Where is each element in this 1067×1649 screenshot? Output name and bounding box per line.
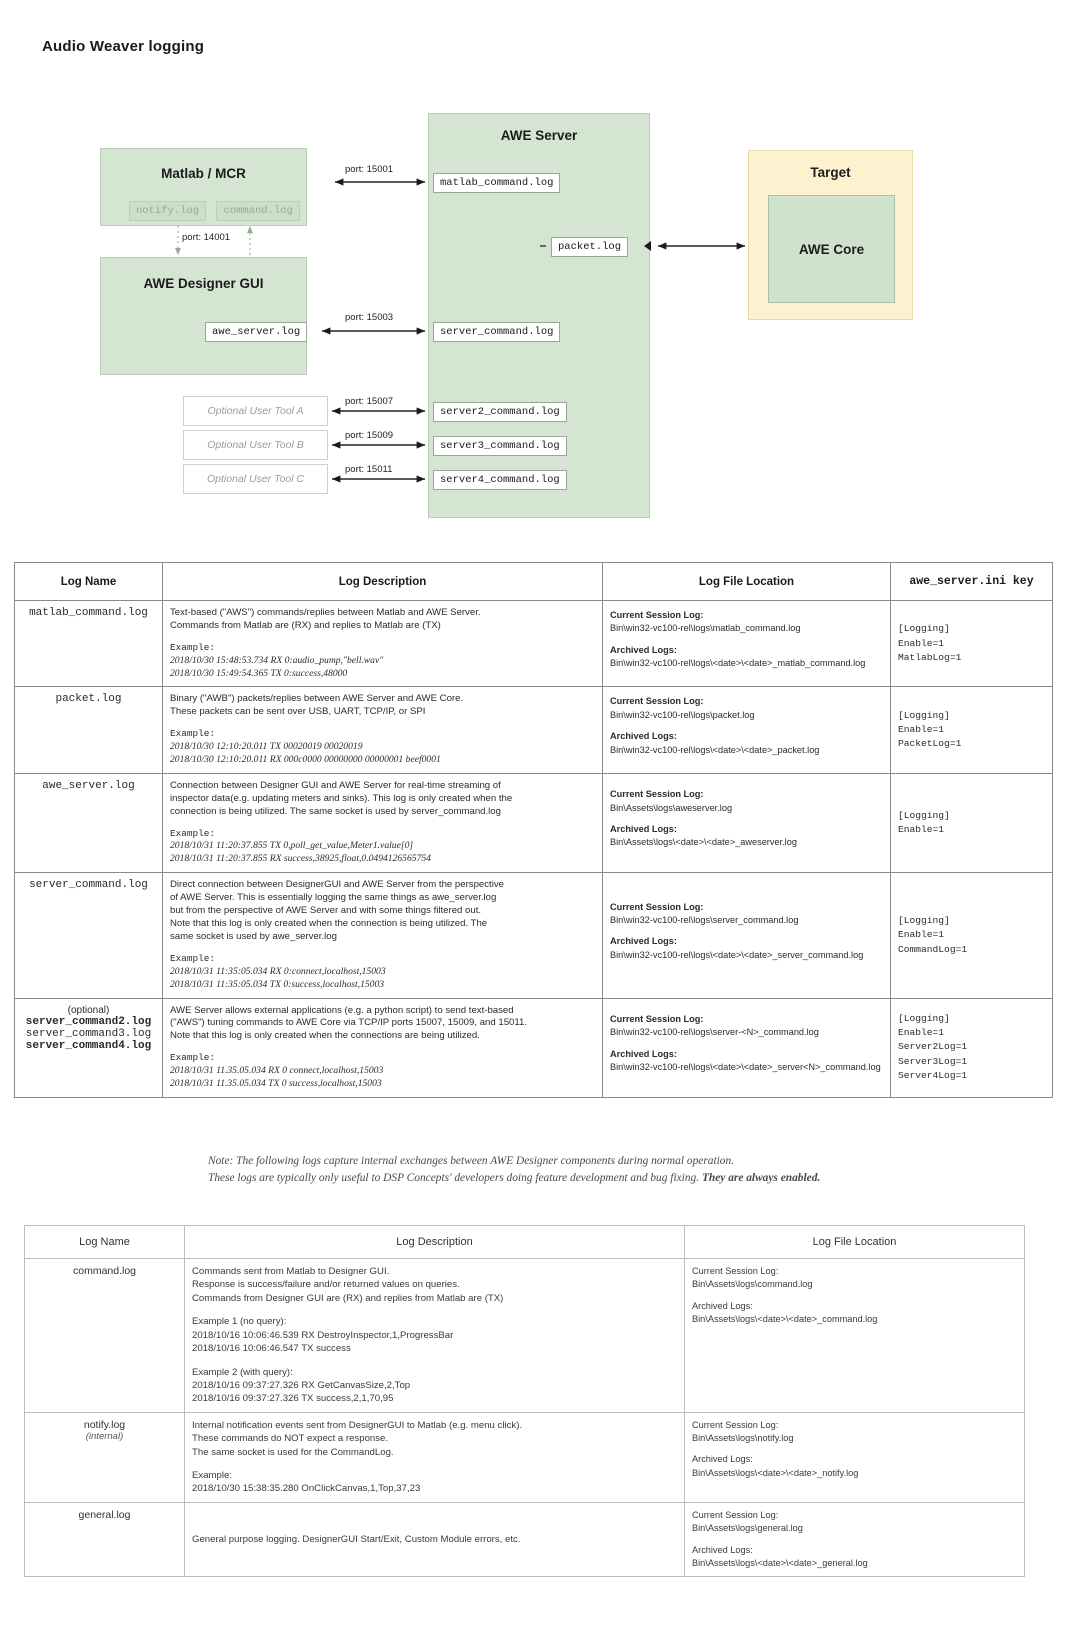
desc-line: Internal notification events sent from DesignerGUI to Matlab (e.g. menu click). [192, 1419, 523, 1431]
example-line: 2018/10/30 15:48:53.734 RX 0:audio_pump,"bell.wav" [170, 654, 384, 666]
awe-server-chip-server4-command: server4_command.log [433, 469, 567, 490]
optional-user-tool-a-label: Optional User Tool A [207, 405, 304, 417]
example-label: Example: [170, 952, 216, 964]
loc-path: Bin\Assets\logs\<date>\<date>_general.log [692, 1557, 868, 1568]
loc-title: Current Session Log: [692, 1419, 779, 1430]
desc-line: inspector data(e.g. updating meters and sinks). This log is only created when the [170, 792, 513, 804]
desc-line: of AWE Server. This is essentially logging the same things as awe_server.log [170, 892, 497, 904]
example-line: 2018/10/16 09:37:27.326 TX success,2,1,70,95 [192, 1393, 394, 1405]
loc-title: Archived Logs: [610, 1048, 677, 1059]
ini-line: MatlabLog=1 [898, 651, 962, 663]
ini-line: [Logging] [898, 914, 950, 926]
loc-path: Bin\win32-vc100-rel\logs\<date>\<date>_packet.log [610, 744, 820, 755]
example-line: 2018/10/31 11.35.05.034 TX 0 success,localhost,15003 [170, 1077, 382, 1089]
target-label: Target [810, 165, 851, 180]
port-label-matlab-server: port: 15001 [345, 164, 394, 175]
loc-title: Archived Logs: [610, 824, 677, 835]
port-label-tool-b: port: 15009 [345, 430, 394, 441]
loc-path: Bin\Assets\logs\command.log [692, 1279, 813, 1290]
note-bold: They are always enabled. [701, 1172, 821, 1185]
loc-path: Bin\Assets\logs\<date>\<date>_notify.log [692, 1467, 859, 1478]
port-label-designer-server: port: 15003 [345, 312, 394, 323]
loc-path: Bin\win32-vc100-rel\logs\server-<N>_command.log [610, 1027, 819, 1038]
ini-line: Enable=1 [898, 637, 945, 649]
desc-line: connection is being utilized. The same socket is used by server_command.log [170, 805, 501, 817]
diagram-connectors [0, 100, 1067, 540]
awe-core-label: AWE Core [798, 241, 865, 257]
row2-log-location [685, 1502, 1025, 1576]
awe-server-chip-server-command: server_command.log [433, 321, 560, 342]
log-table-main [14, 562, 1053, 1098]
th2-log-description: Log Description [185, 1226, 685, 1259]
th-log-file-location: Log File Location [603, 563, 891, 601]
row-ini-key [891, 601, 1053, 687]
table-row [15, 601, 1053, 687]
loc-path: Bin\Assets\logs\<date>\<date>_aweserver.log [610, 837, 797, 848]
desc-line: Commands from Designer GUI are (RX) and replies from Matlab are (TX) [192, 1292, 504, 1304]
loc-path: Bin\win32-vc100-rel\logs\<date>\<date>_matlab_command.log [610, 658, 866, 669]
loc-title: Archived Logs: [610, 936, 677, 947]
log-name-line: server_command3.log [25, 1027, 152, 1040]
loc-title: Current Session Log: [692, 1509, 779, 1520]
loc-path: Bin\Assets\logs\notify.log [692, 1433, 794, 1444]
port-label-tool-c: port: 15011 [345, 464, 393, 475]
table-row [25, 1412, 1025, 1502]
ini-line: [Logging] [898, 709, 950, 721]
note-line-2: These logs are typically only useful to DSP Concepts' developers doing feature development and bug fixing. [208, 1172, 702, 1185]
row2-log-name: command.log [25, 1259, 185, 1413]
desc-line: Note that this log is only created when the connections are being utilized. [170, 1030, 480, 1042]
ini-line: Enable=1 [898, 824, 945, 836]
table-row [25, 1259, 1025, 1413]
desc-line: Text-based ("AWS") commands/replies between Matlab and AWE Server. [170, 607, 481, 618]
example-label: Example 2 (with query): [192, 1366, 293, 1378]
desc-line: but from the perspective of AWE Server and with some things filtered out. [170, 905, 482, 917]
example-label: Example: [170, 827, 216, 839]
note-line-1: Note: The following logs capture internal exchanges between AWE Designer components during normal operation. [208, 1155, 735, 1167]
example-line: 2018/10/31 11.35.05.034 RX 0 connect,localhost,15003 [170, 1065, 384, 1076]
loc-title: Current Session Log: [610, 610, 704, 621]
ini-line: [Logging] [898, 623, 950, 635]
desc-line: These commands do NOT expect a response. [192, 1433, 389, 1445]
row-log-name: server_command.log [15, 873, 163, 998]
matlab-mcr-label: Matlab / MCR [161, 166, 246, 181]
row2-log-description [185, 1412, 685, 1502]
log-name-sub: (internal) [85, 1430, 124, 1442]
table-row [15, 773, 1053, 872]
table-row [15, 687, 1053, 773]
row2-log-name [25, 1412, 185, 1502]
ini-line: Enable=1 [898, 1027, 945, 1039]
loc-path: Bin\win32-vc100-rel\logs\<date>\<date>_server_command.log [610, 949, 864, 960]
optional-user-tool-c-label: Optional User Tool C [206, 473, 305, 485]
awe-server-chip-matlab-command: matlab_command.log [433, 172, 560, 193]
optional-user-tool-b-label: Optional User Tool B [207, 439, 304, 451]
desc-line: Commands from Matlab are (RX) and replies to Matlab are (TX) [170, 619, 441, 631]
row-log-description [163, 998, 603, 1097]
ini-line: Enable=1 [898, 929, 945, 941]
row2-log-description [185, 1259, 685, 1413]
loc-path: Bin\win32-vc100-rel\logs\packet.log [610, 709, 755, 720]
example-label: Example 1 (no query): [192, 1316, 287, 1328]
desc-line: These packets can be sent over USB, UART, TCP/IP, or SPI [170, 706, 426, 718]
ini-line: Enable=1 [898, 723, 945, 735]
desc-line: Response is success/failure and/or returned values on queries. [192, 1279, 460, 1291]
desc-line: Direct connection between DesignerGUI and AWE Server from the perspective [170, 879, 504, 891]
row-log-location [603, 687, 891, 773]
ini-line: Server4Log=1 [898, 1070, 968, 1082]
ini-line: Server2Log=1 [898, 1041, 968, 1053]
row-log-location [603, 773, 891, 872]
row-log-name [15, 998, 163, 1097]
loc-path: Bin\Assets\logs\<date>\<date>_command.log [692, 1314, 878, 1325]
table-row [15, 998, 1053, 1097]
port-label-tool-a: port: 15007 [345, 396, 394, 407]
table-row [25, 1502, 1025, 1576]
row2-log-location [685, 1412, 1025, 1502]
designer-chip-awe-server: awe_server.log [205, 322, 307, 342]
loc-path: Bin\win32-vc100-rel\logs\<date>\<date>_server<N>_command.log [610, 1062, 881, 1073]
row-log-description [163, 601, 603, 687]
log-table-internal [24, 1225, 1025, 1577]
row-log-description [163, 873, 603, 998]
example-line: 2018/10/31 11:35:05.034 RX 0:connect,localhost,15003 [170, 965, 386, 977]
row-log-name: matlab_command.log [15, 601, 163, 687]
example-line: 2018/10/30 15:49:54.365 TX 0:success,48000 [170, 667, 348, 679]
example-line: 2018/10/31 11:20:37.855 RX success,38925,float,0.0494126565754 [170, 853, 431, 865]
optional-tag: (optional) [67, 1004, 110, 1016]
example-line: 2018/10/16 10:06:46.547 TX success [192, 1343, 351, 1355]
th2-log-file-location: Log File Location [685, 1226, 1025, 1259]
loc-title: Archived Logs: [692, 1300, 753, 1311]
table-header-row [15, 563, 1053, 601]
row2-log-name: general.log [25, 1502, 185, 1576]
loc-path: Bin\Assets\logs\aweserver.log [610, 802, 733, 813]
row-ini-key [891, 687, 1053, 773]
matlab-chip-command: command.log [216, 201, 299, 221]
log-name-line: notify.log [83, 1418, 126, 1431]
row-ini-key [891, 998, 1053, 1097]
ini-line: Server3Log=1 [898, 1055, 968, 1067]
th-ini-key: awe_server.ini key [891, 563, 1053, 601]
example-label: Example: [170, 728, 216, 740]
loc-title: Current Session Log: [610, 789, 704, 800]
row2-log-location [685, 1259, 1025, 1413]
awe-server-label: AWE Server [500, 128, 578, 143]
row-log-location [603, 873, 891, 998]
internal-logs-note [208, 1153, 908, 1187]
ini-line: [Logging] [898, 1012, 950, 1024]
desc-line: same socket is used by awe_server.log [170, 931, 337, 942]
loc-title: Archived Logs: [692, 1544, 753, 1555]
ini-line: PacketLog=1 [898, 738, 962, 750]
row-log-location [603, 601, 891, 687]
loc-title: Current Session Log: [692, 1266, 779, 1276]
th2-log-name: Log Name [25, 1226, 185, 1259]
example-label: Example: [170, 1052, 216, 1064]
example-label: Example: [192, 1470, 232, 1482]
row-ini-key [891, 873, 1053, 998]
example-line: 2018/10/30 15:38:35.280 OnClickCanvas,1,Top,37,23 [192, 1483, 421, 1495]
loc-path: Bin\Assets\logs\general.log [692, 1523, 803, 1534]
desc-line: Binary ("AWB") packets/replies between AWE Server and AWE Core. [170, 693, 464, 705]
awe-server-chip-server3-command: server3_command.log [433, 435, 567, 456]
loc-title: Current Session Log: [610, 901, 704, 912]
loc-path: Bin\win32-vc100-rel\logs\server_command.log [610, 915, 799, 926]
loc-title: Archived Logs: [692, 1454, 753, 1465]
table-row [15, 873, 1053, 998]
log-name-line: server_command4.log [25, 1039, 152, 1052]
row-ini-key [891, 773, 1053, 872]
ini-line: [Logging] [898, 809, 950, 821]
awe-server-chip-server2-command: server2_command.log [433, 401, 567, 422]
example-label: Example: [170, 641, 216, 653]
desc-line: Note that this log is only created when the connection is being utilized. The [170, 918, 488, 930]
example-line: 2018/10/31 11:35:05.034 TX 0:success,localhost,15003 [170, 978, 385, 990]
row-log-location [603, 998, 891, 1097]
table2-header-row [25, 1226, 1025, 1259]
loc-title: Archived Logs: [610, 644, 677, 655]
loc-title: Archived Logs: [610, 731, 677, 742]
th-log-name: Log Name [15, 563, 163, 601]
page-title: Audio Weaver logging [42, 38, 205, 55]
matlab-chip-notify: notify.log [129, 201, 206, 221]
row-log-description [163, 773, 603, 872]
row-log-description [163, 687, 603, 773]
desc-line: AWE Server allows external applications (e.g. a python script) to send text-based [170, 1004, 514, 1016]
row2-log-description [185, 1502, 685, 1576]
desc-line: ("AWS") tuning commands to AWE Core via TCP/IP ports 15007, 15009, and 15011. [170, 1017, 527, 1029]
example-line: 2018/10/30 12:10:20.011 RX 000c0000 00000000 00000001 beef0001 [170, 753, 441, 765]
port-label-matlab-designer: port: 14001 [182, 232, 231, 243]
awe-designer-gui-label: AWE Designer GUI [143, 276, 264, 291]
desc-line: Commands sent from Matlab to Designer GUI. [192, 1266, 390, 1277]
desc-line: The same socket is used for the CommandLog. [192, 1446, 394, 1458]
loc-title: Current Session Log: [610, 696, 704, 707]
example-line: 2018/10/31 11:20:37.855 TX 0,poll_get_value,Meter1.value[0] [170, 840, 414, 852]
row-log-name: packet.log [15, 687, 163, 773]
loc-title: Current Session Log: [610, 1014, 704, 1024]
th-log-description: Log Description [163, 563, 603, 601]
awe-server-chip-packet: packet.log [551, 236, 628, 257]
example-line: 2018/10/30 12:10:20.011 TX 00020019 00020019 [170, 741, 363, 752]
example-line: 2018/10/16 09:37:27.326 RX GetCanvasSize,2,Top [192, 1379, 411, 1391]
loc-path: Bin\win32-vc100-rel\logs\matlab_command.log [610, 623, 801, 634]
desc-line: Connection between Designer GUI and AWE Server for real-time streaming of [170, 779, 501, 791]
example-line: 2018/10/16 10:06:46.539 RX DestroyInspector,1,ProgressBar [192, 1329, 454, 1341]
ini-line: CommandLog=1 [898, 943, 968, 955]
log-name-line: server_command2.log [25, 1015, 152, 1028]
row-log-name: awe_server.log [15, 773, 163, 872]
desc-line: General purpose logging. DesignerGUI Start/Exit, Custom Module errors, etc. [192, 1533, 521, 1545]
architecture-diagram [0, 100, 1067, 540]
